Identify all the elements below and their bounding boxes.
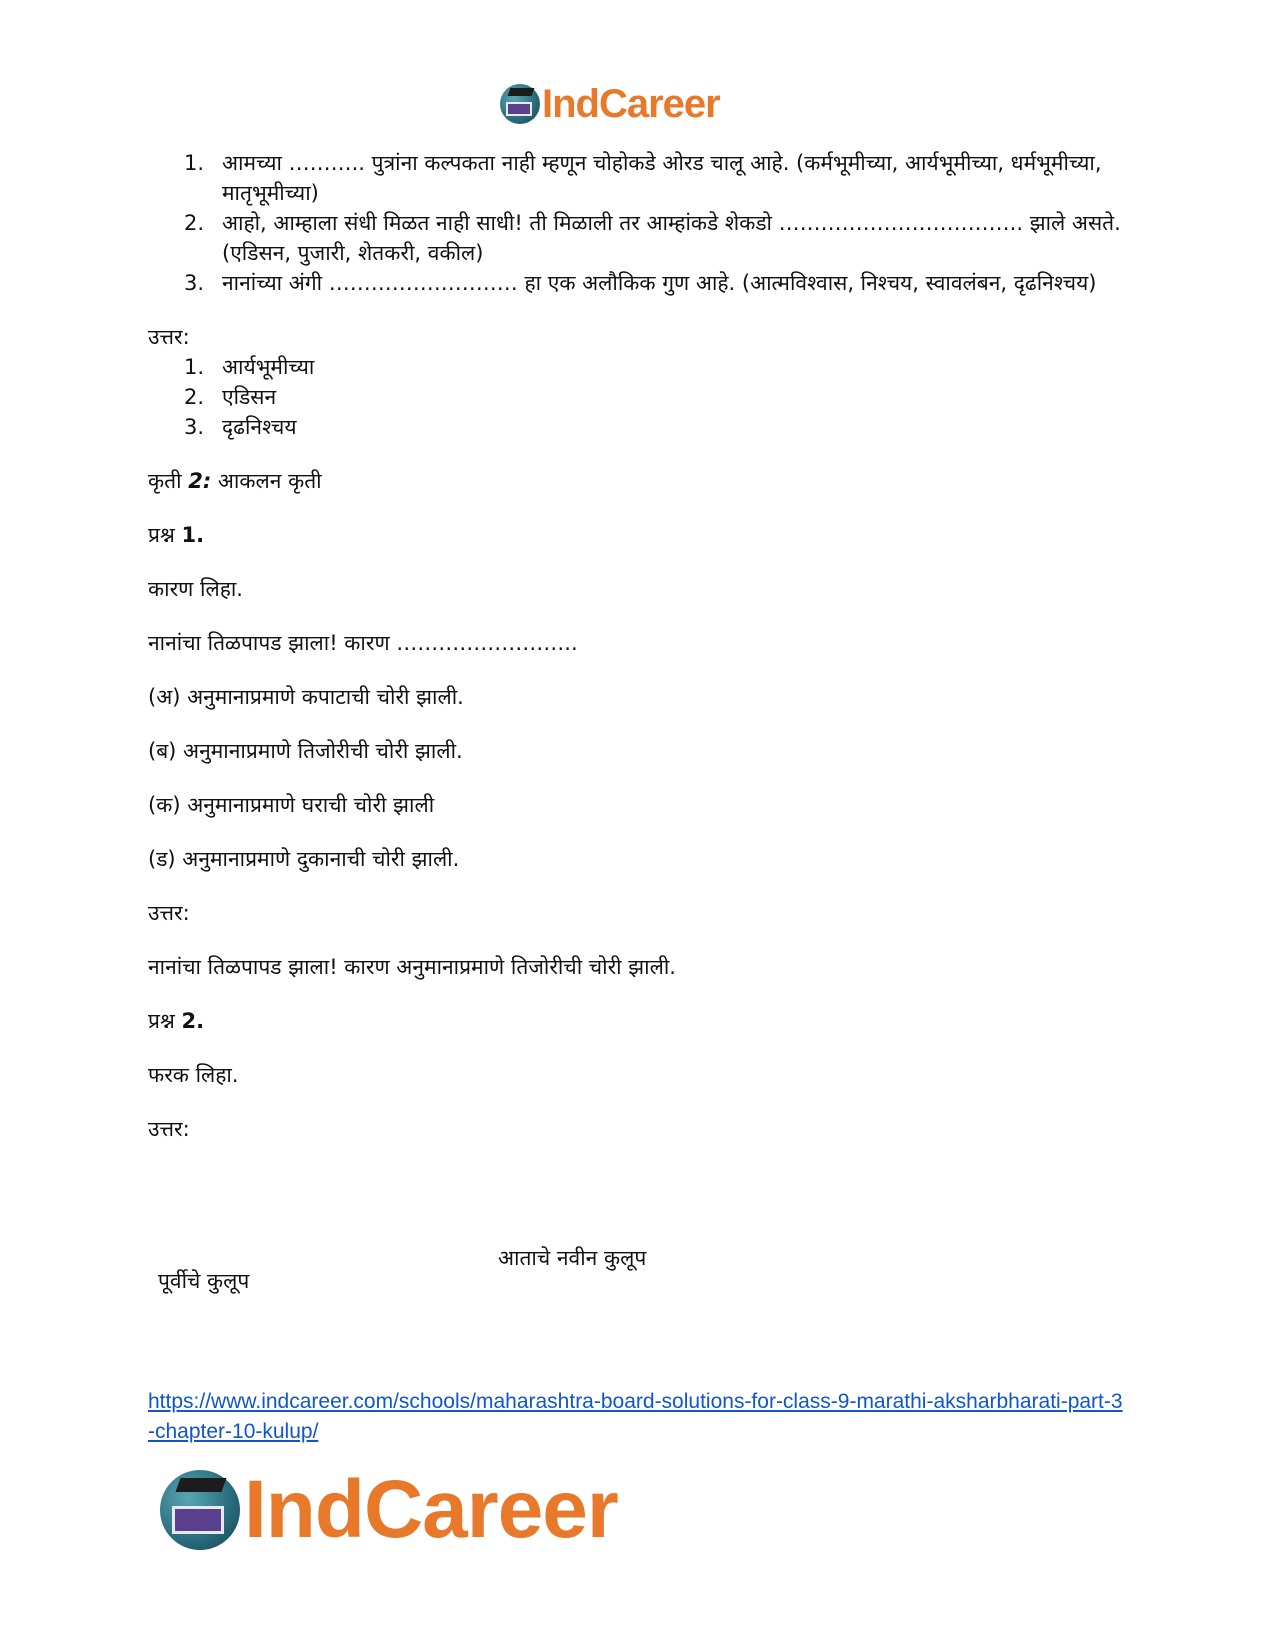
question-2-label: प्रश्न 2. [148,1009,205,1033]
question-item: 2. आहो, आम्हाला संधी मिळत नाही साधी! ती मिळाली तर आम्हांकडे शेकडो …………………………….. झाले असते. (एडिसन, पुजारी, शेतकरी, वकील) [184,211,1121,265]
source-link[interactable]: https://www.indcareer.com/schools/maharashtra-board-solutions-for-class-9-marathi-aksharbharati-part-3-chapter-10-kulup/ [148,1390,1123,1443]
fill-in-questions [148,148,1128,298]
indcareer-logo-bottom[interactable] [160,1465,618,1555]
question-item: 3. नानांच्या अंगी ……………………… हा एक अलौकिक गुण आहे. (आत्मविश्वास, निश्चय, स्वावलंबन, दृढनिश्चय) [184,271,1097,295]
graduation-cap-book-icon [500,84,540,124]
question-1-answer: नानांचा तिळपापड झाला! कारण अनुमानाप्रमाणे तिजोरीची चोरी झाली. [148,955,676,979]
question-1-stem: नानांचा तिळपापड झाला! कारण …………………….. [148,631,578,655]
option-b: (ब) अनुमानाप्रमाणे तिजोरीची चोरी झाली. [148,739,463,763]
option-a: (अ) अनुमानाप्रमाणे कपाटाची चोरी झाली. [148,685,464,709]
option-c: (क) अनुमानाप्रमाणे घराची चोरी झाली [148,793,435,817]
answer-item: 2. एडिसन [184,385,277,409]
question-item: 1. आमच्या ……….. पुत्रांना कल्पकता नाही म्हणून चोहोकडे ओरड चालू आहे. (कर्मभूमीच्या, आर्यभूमीच्या, धर्मभूमीच्या, मातृभूमीच्या) [184,151,1102,205]
main-content [148,148,1128,1144]
logo-text: IndCareer [542,82,720,126]
logo-text: IndCareer [244,1464,618,1555]
indcareer-logo-top[interactable] [500,80,720,128]
question-1-label: प्रश्न 1. [148,523,205,547]
answer-item: 1. आर्यभूमीच्या [184,355,315,379]
column-heading-new-lock: आताचे नवीन कुलूप [498,1246,647,1270]
question-1-answer-label: उत्तर: [148,901,190,925]
question-1-instruction: कारण लिहा. [148,577,243,601]
graduation-cap-book-icon [160,1470,240,1550]
column-heading-old-lock: पूर्वीचे कुलूप [158,1269,250,1293]
option-d: (ड) अनुमानाप्रमाणे दुकानाची चोरी झाली. [148,847,460,871]
answer-label: उत्तर: [148,325,190,349]
answer-item: 3. दृढनिश्चय [184,415,297,439]
answer-list [148,352,1128,442]
question-2-answer-label: उत्तर: [148,1117,190,1141]
activity-heading: कृती 2: आकलन कृती [148,469,322,493]
question-2-instruction: फरक लिहा. [148,1063,239,1087]
